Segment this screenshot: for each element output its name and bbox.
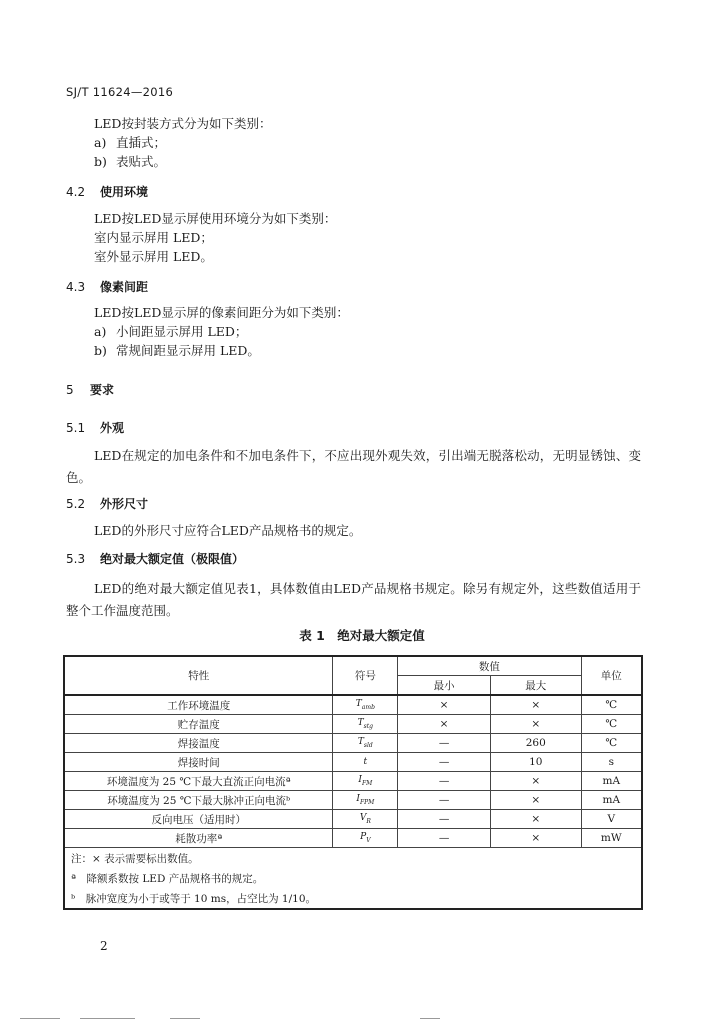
cell-characteristic: 焊接时间 (64, 753, 333, 772)
header-unit: 单位 (581, 656, 642, 695)
ratings-table (63, 655, 643, 910)
table-note-row (64, 868, 642, 888)
cell-min: — (398, 791, 491, 810)
table-row (64, 753, 642, 772)
cell-max: × (490, 829, 581, 848)
cell-characteristic: 工作环境温度 (64, 695, 333, 715)
section-title: 绝对最大额定值（极限值） (100, 552, 245, 566)
table-row (64, 734, 642, 753)
footnote-a: ª 降额系数按 LED 产品规格书的规定。 (64, 868, 642, 888)
list-item-text: 常规间距显示屏用 LED。 (116, 343, 260, 358)
table-note-row (64, 888, 642, 909)
cell-characteristic: 贮存温度 (64, 715, 333, 734)
list-item (94, 323, 247, 341)
cell-unit: mW (581, 829, 642, 848)
section-heading-5-1 (66, 419, 124, 436)
section-title: 像素间距 (100, 280, 149, 294)
cell-symbol: $P_V$ (333, 829, 398, 848)
cell-characteristic: 耗散功率ª (64, 829, 333, 848)
cell-characteristic: 焊接温度 (64, 734, 333, 753)
table-row (64, 810, 642, 829)
cell-max: × (490, 772, 581, 791)
list-item: 室内显示屏用 LED； (94, 230, 213, 245)
cell-symbol: $T_{amb}$ (333, 695, 398, 715)
cell-characteristic: 环境温度为 25 ℃下最大脉冲正向电流ᵇ (64, 791, 333, 810)
cell-unit: V (581, 810, 642, 829)
pixel-pitch-intro: LED按LED显示屏的像素间距分为如下类别： (94, 305, 349, 320)
table-row (64, 791, 642, 810)
cell-characteristic: 环境温度为 25 ℃下最大直流正向电流ª (64, 772, 333, 791)
list-item-text: 表贴式。 (116, 154, 167, 169)
footnote-b: ᵇ 脉冲宽度为小于或等于 10 ms，占空比为 1/10。 (64, 888, 642, 909)
cell-symbol: $V_R$ (333, 810, 398, 829)
list-item-label: a) (94, 324, 107, 339)
cell-unit: ℃ (581, 695, 642, 715)
dimensions-paragraph: LED的外形尺寸应符合LED产品规格书的规定。 (94, 523, 362, 538)
cell-symbol: $T_{stg}$ (333, 715, 398, 734)
header-min: 最小 (398, 676, 491, 696)
section-heading-5 (66, 381, 114, 398)
section-title: 外形尺寸 (100, 497, 149, 511)
cell-max: 10 (490, 753, 581, 772)
list-item (94, 153, 166, 171)
table-note-row (64, 848, 642, 869)
cell-unit: ℃ (581, 715, 642, 734)
scan-artifact (0, 1018, 724, 1020)
standard-code: SJ/T 11624—2016 (66, 85, 174, 99)
packaging-intro: LED按封装方式分为如下类别： (94, 116, 272, 131)
list-item-label: b) (94, 343, 107, 358)
page-number: 2 (100, 939, 108, 953)
section-title: 要求 (90, 383, 115, 397)
cell-unit: ℃ (581, 734, 642, 753)
cell-max: 260 (490, 734, 581, 753)
section-title: 外观 (100, 421, 125, 435)
cell-min: — (398, 734, 491, 753)
section-number: 5.3 (66, 552, 86, 566)
cell-min: × (398, 695, 491, 715)
list-item (94, 134, 166, 152)
header-characteristic: 特性 (64, 656, 333, 695)
table-row (64, 715, 642, 734)
section-number: 5.2 (66, 497, 86, 511)
cell-max: × (490, 715, 581, 734)
section-number: 5.1 (66, 421, 86, 435)
cell-unit: s (581, 753, 642, 772)
cell-min: — (398, 810, 491, 829)
ratings-paragraph: LED的绝对最大额定值见表1，具体数值由LED产品规格书规定。除另有规定外，这些数值适用于整个工作温度范围。 (66, 581, 641, 618)
header-max: 最大 (490, 676, 581, 696)
header-symbol: 符号 (333, 656, 398, 695)
environment-intro: LED按LED显示屏使用环境分为如下类别： (94, 211, 337, 226)
cell-max: × (490, 810, 581, 829)
cell-symbol: $I_{FM}$ (333, 772, 398, 791)
cell-symbol: t (333, 753, 398, 772)
cell-symbol: $T_{sld}$ (333, 734, 398, 753)
cell-min: — (398, 772, 491, 791)
section-heading-4-2 (66, 183, 148, 200)
section-heading-4-3 (66, 278, 148, 295)
header-value: 数值 (398, 656, 581, 676)
cell-unit: mA (581, 791, 642, 810)
list-item-text: 直插式； (116, 135, 167, 150)
cell-max: × (490, 791, 581, 810)
cell-min: — (398, 829, 491, 848)
cell-max: × (490, 695, 581, 715)
list-item-label: b) (94, 154, 107, 169)
table-caption: 表 1 绝对最大额定值 (299, 628, 425, 643)
cell-unit: mA (581, 772, 642, 791)
section-heading-5-3 (66, 550, 244, 567)
appearance-paragraph: LED在规定的加电条件和不加电条件下，不应出现外观失效，引出端无脱落松动，无明显锈蚀、变色。 (66, 448, 641, 485)
cell-characteristic: 反向电压（适用时） (64, 810, 333, 829)
section-number: 5 (66, 383, 74, 397)
table-row (64, 772, 642, 791)
cell-min: — (398, 753, 491, 772)
section-number: 4.3 (66, 280, 86, 294)
section-heading-5-2 (66, 495, 148, 512)
list-item-label: a) (94, 135, 107, 150)
section-number: 4.2 (66, 185, 86, 199)
list-item (94, 342, 260, 360)
table-note: 注：× 表示需要标出数值。 (64, 848, 642, 869)
cell-min: × (398, 715, 491, 734)
list-item-text: 小间距显示屏用 LED； (116, 324, 248, 339)
cell-symbol: $I_{FPM}$ (333, 791, 398, 810)
section-title: 使用环境 (100, 185, 149, 199)
list-item: 室外显示屏用 LED。 (94, 249, 213, 264)
table-row (64, 695, 642, 715)
table-row (64, 829, 642, 848)
